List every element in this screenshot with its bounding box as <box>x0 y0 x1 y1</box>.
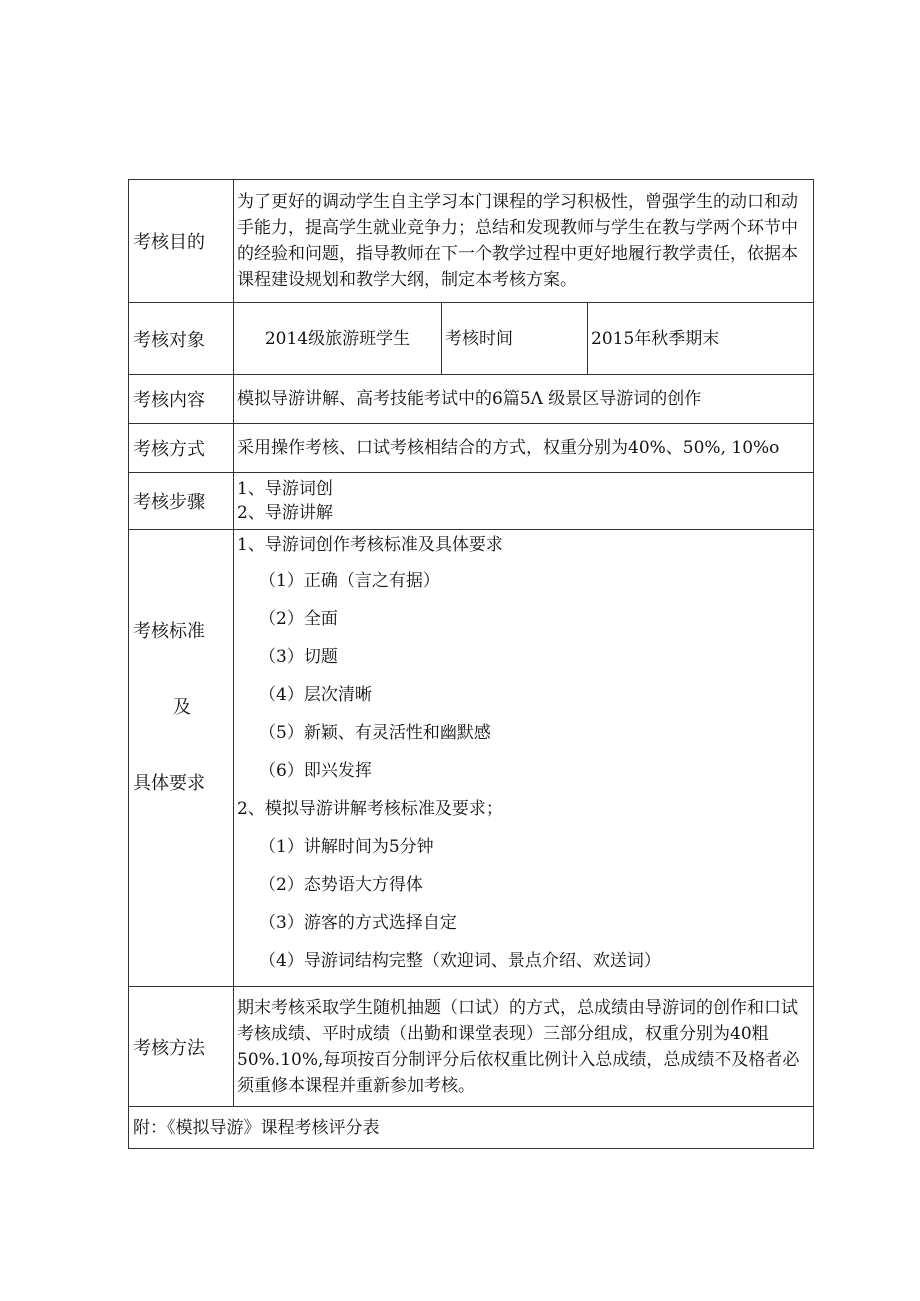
content-row <box>129 375 814 424</box>
standards-section-title: 1、导游词创作考核标准及具体要求 <box>237 535 503 555</box>
standards-item: （2）态势语大方得体 <box>259 875 423 895</box>
time-label: 考核时间 <box>442 303 588 375</box>
steps-label: 考核步骤 <box>129 473 234 530</box>
note-row <box>129 1107 814 1149</box>
standards-item: （5）新颖、有灵活性和幽默感 <box>259 723 491 743</box>
standards-item: （6）即兴发挥 <box>259 761 372 781</box>
steps-list <box>234 473 814 530</box>
way-row <box>129 424 814 473</box>
standards-label-line3: 具体要求 <box>133 773 205 794</box>
standards-item: （3）游客的方式选择自定 <box>259 913 457 933</box>
time-value: 2015年秋季期末 <box>588 303 814 375</box>
standards-section-title: 2、模拟导游讲解考核标准及要求； <box>237 799 503 819</box>
method-row <box>129 987 814 1107</box>
object-value: 2014级旅游班学生 <box>234 303 442 375</box>
object-label: 考核对象 <box>129 303 234 375</box>
assessment-table <box>128 179 814 1149</box>
standards-list <box>234 530 814 987</box>
standards-item: （4）导游词结构完整（欢迎词、景点介绍、欢送词） <box>259 951 661 971</box>
content-text: 模拟导游讲解、高考技能考试中的6篇5Λ 级景区导游词的创作 <box>234 375 814 424</box>
steps-row <box>129 473 814 530</box>
step-item: 2、导游讲解 <box>237 503 333 523</box>
content-label: 考核内容 <box>129 375 234 424</box>
note-text: 附：《模拟导游》课程考核评分表 <box>129 1107 814 1149</box>
standards-label-line1: 考核标准 <box>133 621 205 642</box>
standards-item: （1）讲解时间为5分钟 <box>259 837 434 857</box>
method-label: 考核方法 <box>129 987 234 1107</box>
step-item: 1、导游词创 <box>237 479 333 499</box>
object-row <box>129 303 814 375</box>
standards-item: （4）层次清晰 <box>259 685 372 705</box>
purpose-label: 考核目的 <box>129 180 234 303</box>
standards-item: （3）切题 <box>259 647 338 667</box>
standards-item: （2）全面 <box>259 609 338 629</box>
way-text: 采用操作考核、口试考核相结合的方式，权重分别为40%、50%, 10%o <box>234 424 814 473</box>
standards-item: （1）正确（言之有据） <box>259 571 440 591</box>
standards-label <box>129 530 234 987</box>
purpose-row <box>129 180 814 303</box>
standards-label-line2: 及 <box>173 697 191 718</box>
purpose-text: 为了更好的调动学生自主学习本门课程的学习积极性，曾强学生的动口和动手能力，提高学生就业竞争力；总结和发现教师与学生在教与学两个环节中的经验和问题，指导教师在下一个教学过程中更好地履行教学责任，依据本课程建设规划和教学大纲，制定本考核方案。 <box>234 180 814 303</box>
method-text: 期末考核采取学生随机抽题（口试）的方式，总成绩由导游词的创作和口试考核成绩、平时成绩（出勤和课堂表现）三部分组成，权重分别为40粗50%.10%,每项按百分制评分后依权重比例计入总成绩，总成绩不及格者必须重修本课程并重新参加考核。 <box>234 987 814 1107</box>
way-label: 考核方式 <box>129 424 234 473</box>
standards-row <box>129 530 814 987</box>
